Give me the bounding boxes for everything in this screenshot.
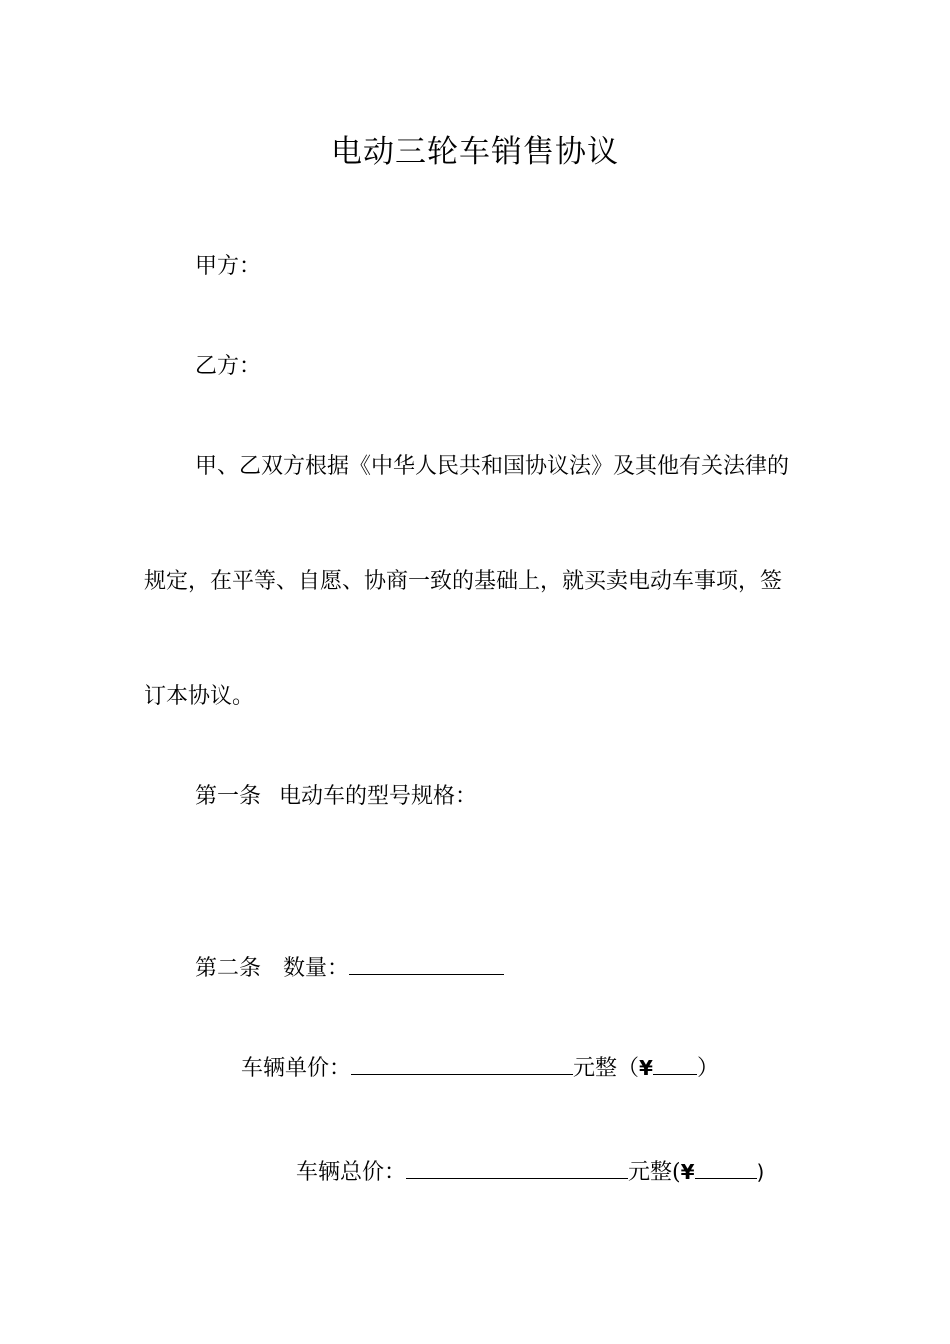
total-price-line [296, 1156, 764, 1187]
unit-price-blank[interactable] [351, 1052, 573, 1075]
party-a-line [195, 253, 261, 281]
unit-price-suffix: 元整（ [573, 1056, 640, 1081]
preamble-line-1: 甲、乙双方根据《中华人民共和国协议法》及其他有关法律的 [195, 454, 790, 479]
quantity-label: 数量： [283, 956, 350, 981]
total-price-suffix: 元整( [628, 1160, 681, 1185]
article-1-text: 电动车的型号规格： [279, 784, 478, 809]
total-price-numeric-blank[interactable] [695, 1156, 757, 1179]
total-price-close: ) [756, 1160, 765, 1184]
total-price-blank[interactable] [406, 1156, 628, 1179]
total-price-label: 车辆总价： [296, 1160, 407, 1185]
article-1-number: 第一条 [195, 784, 262, 809]
unit-price-close: ） [696, 1056, 719, 1081]
article-1 [195, 783, 477, 811]
article-2-quantity [195, 952, 504, 983]
total-price-currency: ¥ [680, 1160, 695, 1184]
unit-price-label: 车辆单价： [241, 1056, 352, 1081]
preamble-line-2: 规定，在平等、自愿、协商一致的基础上，就买卖电动车事项，签 [144, 569, 783, 594]
party-b-label: 乙方： [195, 354, 262, 379]
unit-price-currency: ¥ [639, 1056, 653, 1080]
preamble-line-3: 订本协议。 [144, 684, 255, 709]
document-title: 电动三轮车销售协议 [331, 134, 619, 170]
party-b-line [195, 353, 261, 381]
quantity-blank[interactable] [349, 952, 504, 975]
party-a-label: 甲方： [195, 254, 262, 279]
unit-price-numeric-blank[interactable] [653, 1052, 697, 1075]
unit-price-line [241, 1052, 719, 1083]
article-2-number: 第二条 [195, 956, 262, 981]
